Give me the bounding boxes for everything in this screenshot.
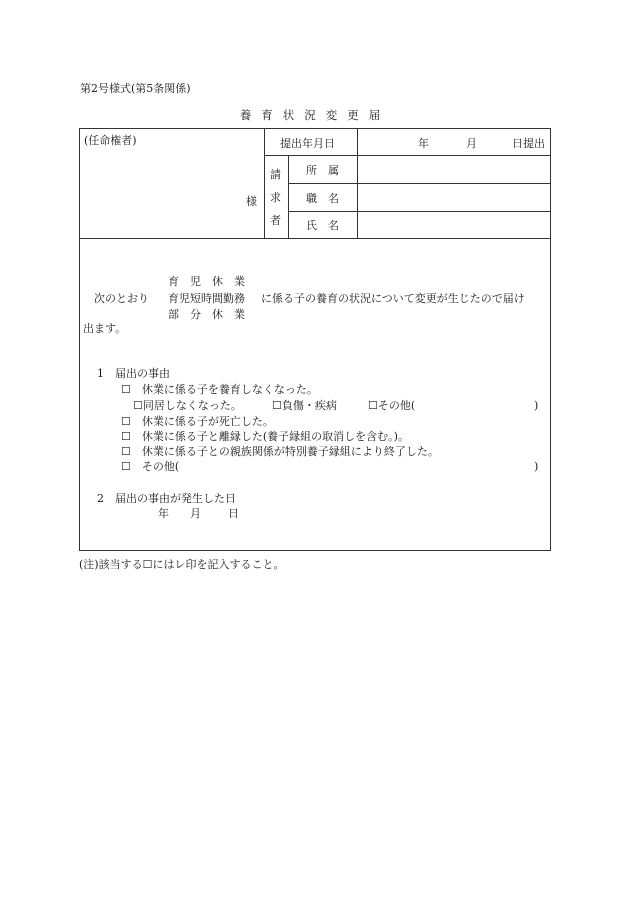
name-label: 氏 名 — [306, 219, 339, 232]
checkbox[interactable]: ☐ — [133, 399, 143, 412]
checkbox[interactable]: ☐ — [272, 399, 282, 412]
reason-item[interactable] — [121, 461, 179, 472]
close-paren: ) — [534, 399, 539, 412]
requester-char: 請 — [270, 168, 281, 181]
section1-title: 1 届出の事由 — [97, 367, 170, 380]
appointer-label: (任命権者) — [84, 134, 137, 147]
affiliation-label: 所 属 — [306, 164, 339, 177]
reason-text: 休業に係る子との親族関係が特別養子縁組により終了した。 — [141, 445, 439, 458]
sub-reason-text: 負傷・疾病 — [281, 399, 337, 412]
row-divider-2 — [288, 183, 550, 184]
submit-date-year[interactable]: 年 — [418, 137, 429, 150]
checkbox[interactable]: ☐ — [121, 430, 131, 443]
reason-item[interactable] — [121, 416, 274, 427]
requester-char: 者 — [270, 214, 281, 227]
occur-month[interactable]: 月 — [190, 507, 201, 520]
occur-day[interactable]: 日 — [228, 507, 239, 520]
leave-type-short-hours: 育児短時間勤務 — [168, 292, 245, 305]
checkbox[interactable]: ☐ — [368, 399, 378, 412]
intro-continuation: 出ます。 — [83, 322, 127, 335]
form-title: 養育状況変更届 — [239, 108, 391, 122]
reason-item[interactable] — [121, 446, 439, 457]
checkbox[interactable]: ☐ — [121, 383, 131, 396]
sub-reason-item[interactable] — [272, 400, 337, 411]
submit-date-label: 提出年月日 — [280, 137, 335, 150]
reason-item[interactable] — [121, 384, 318, 395]
sub-reason-text: その他( — [377, 399, 416, 412]
leave-type-childcare: 育 児 休 業 — [168, 275, 245, 288]
header-bottom-divider — [80, 238, 550, 239]
form-box — [79, 128, 551, 551]
reason-text: その他( — [141, 460, 180, 473]
footer-note: (注)該当する☐にはレ印を記入すること。 — [79, 558, 285, 571]
position-label: 職 名 — [306, 192, 339, 205]
checkbox[interactable]: ☐ — [121, 445, 131, 458]
form-number: 第2号様式(第5条関係) — [80, 82, 191, 95]
honorific: 様 — [246, 195, 257, 208]
reason-text: 休業に係る子を養育しなくなった。 — [141, 383, 318, 396]
reason-text: 休業に係る子と離縁した(養子縁組の取消しを含む。)。 — [141, 430, 409, 443]
close-paren: ) — [534, 460, 539, 473]
reason-text: 休業に係る子が死亡した。 — [141, 415, 274, 428]
row-divider-3 — [288, 211, 550, 212]
intro-prefix: 次のとおり — [94, 292, 149, 305]
col-divider-main — [264, 129, 265, 238]
row-divider-1 — [264, 155, 550, 156]
submit-date-day[interactable]: 日提出 — [512, 137, 545, 150]
requester-char: 求 — [270, 191, 281, 204]
sub-reason-text: 同居しなくなった。 — [142, 399, 242, 412]
sub-reason-item[interactable] — [368, 400, 415, 411]
leave-type-partial: 部 分 休 業 — [168, 308, 245, 321]
section2-title: 2 届出の事由が発生した日 — [97, 492, 236, 505]
sub-reason-item[interactable] — [133, 400, 242, 411]
reason-item[interactable] — [121, 431, 409, 442]
checkbox[interactable]: ☐ — [121, 460, 131, 473]
checkbox[interactable]: ☐ — [121, 415, 131, 428]
col-divider-requester — [288, 155, 289, 238]
occur-year[interactable]: 年 — [158, 507, 169, 520]
submit-date-month[interactable]: 月 — [466, 137, 477, 150]
intro-suffix: に係る子の養育の状況について変更が生じたので届け — [261, 292, 525, 305]
